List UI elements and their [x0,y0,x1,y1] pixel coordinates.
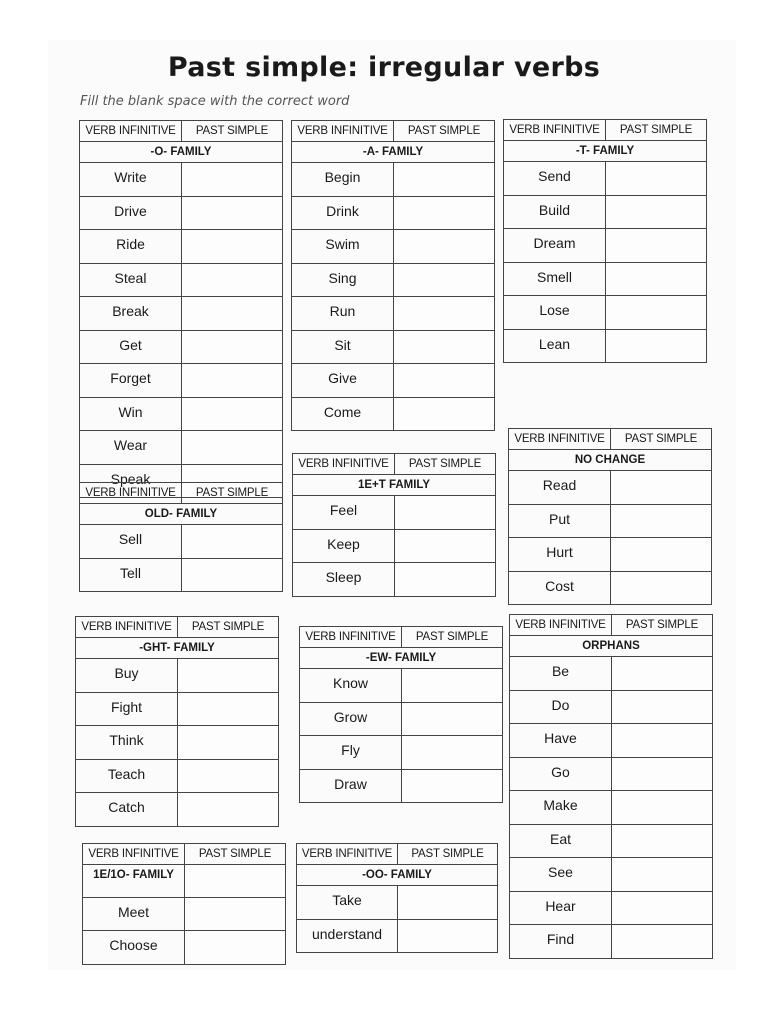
table-row [292,230,495,264]
past-simple-answer-cell[interactable] [612,724,713,758]
verb-infinitive-cell: Put [509,504,611,538]
past-simple-answer-cell[interactable] [178,759,279,793]
table-row [293,529,496,563]
past-simple-answer-cell[interactable] [182,330,283,364]
past-simple-answer-cell[interactable] [182,364,283,398]
verb-infinitive-cell: Swim [292,230,394,264]
past-simple-answer-cell[interactable] [182,163,283,197]
verb-table-a-family [291,120,495,431]
instructions: Fill the blank space with the correct word [80,94,350,109]
verb-infinitive-cell: Run [292,297,394,331]
verb-infinitive-cell: Teach [76,759,178,793]
verb-infinitive-cell: Send [504,162,606,196]
verb-infinitive-header: VERB INFINITIVE [83,844,185,865]
past-simple-answer-cell[interactable] [612,657,713,691]
past-simple-answer-cell[interactable] [402,769,503,803]
family-label: -OO- FAMILY [297,865,498,886]
verb-infinitive-cell: Do [510,690,612,724]
past-simple-answer-cell[interactable] [394,230,495,264]
family-label: -EW- FAMILY [300,648,503,669]
verb-infinitive-cell: Sit [292,330,394,364]
past-simple-answer-cell[interactable] [612,690,713,724]
verb-infinitive-cell: Have [510,724,612,758]
past-simple-answer-cell[interactable] [398,886,498,920]
past-simple-answer-cell[interactable] [182,431,283,465]
family-label: NO CHANGE [509,450,712,471]
verb-infinitive-cell: Wear [80,431,182,465]
verb-infinitive-cell: Smell [504,262,606,296]
verb-table-1e-t-family [292,453,496,597]
family-label: 1E/1O- FAMILY [83,865,185,898]
past-simple-answer-cell[interactable] [398,919,498,953]
table-row [510,891,713,925]
past-simple-header: PAST SIMPLE [394,121,495,142]
family-label: -O- FAMILY [80,142,283,163]
verb-infinitive-cell: Hurt [509,538,611,572]
verb-infinitive-cell: Draw [300,769,402,803]
table-row [510,858,713,892]
verb-infinitive-cell: Drive [80,196,182,230]
past-simple-header: PAST SIMPLE [185,844,286,865]
past-simple-answer-cell[interactable] [611,571,712,605]
verb-infinitive-header: VERB INFINITIVE [293,454,395,475]
table-row [80,297,283,331]
past-simple-answer-cell[interactable] [612,891,713,925]
table-row [509,471,712,505]
past-simple-header: PAST SIMPLE [182,483,283,504]
table-row [504,195,707,229]
past-simple-answer-cell[interactable] [611,504,712,538]
past-simple-header: PAST SIMPLE [611,429,712,450]
past-simple-answer-cell[interactable] [395,563,496,597]
verb-infinitive-cell: Give [292,364,394,398]
table-row [292,163,495,197]
past-simple-answer-cell[interactable] [182,558,283,592]
verb-table-ew-family [299,626,503,803]
past-simple-answer-cell[interactable] [612,824,713,858]
table-row [504,329,707,363]
table-row [292,196,495,230]
past-simple-answer-cell[interactable] [612,757,713,791]
table-row [504,262,707,296]
past-simple-header: PAST SIMPLE [402,627,503,648]
verb-infinitive-cell: Dream [504,229,606,263]
past-simple-answer-cell[interactable] [182,196,283,230]
past-simple-answer-cell[interactable] [606,262,707,296]
verb-infinitive-cell: Hear [510,891,612,925]
answer-cell[interactable] [185,865,286,898]
past-simple-header: PAST SIMPLE [398,844,498,865]
verb-infinitive-cell: See [510,858,612,892]
verb-infinitive-header: VERB INFINITIVE [510,615,612,636]
table-row [510,690,713,724]
past-simple-answer-cell[interactable] [182,263,283,297]
table-row [509,538,712,572]
past-simple-answer-cell[interactable] [395,496,496,530]
table-row [300,669,503,703]
verb-infinitive-cell: Ride [80,230,182,264]
past-simple-answer-cell[interactable] [612,858,713,892]
verb-infinitive-header: VERB INFINITIVE [80,121,182,142]
table-row [300,769,503,803]
verb-infinitive-cell: Know [300,669,402,703]
verb-infinitive-cell: Speak [80,464,182,498]
table-row [297,919,498,953]
verb-infinitive-cell: Steal [80,263,182,297]
family-label: -A- FAMILY [292,142,495,163]
table-row [80,263,283,297]
past-simple-answer-cell[interactable] [182,525,283,559]
past-simple-answer-cell[interactable] [611,471,712,505]
table-row [293,563,496,597]
table-row [80,525,283,559]
table-row [76,793,279,827]
table-row [510,791,713,825]
verb-infinitive-cell: Choose [83,931,185,965]
table-row [510,925,713,959]
verb-table-old-family [79,482,283,592]
verb-infinitive-cell: Be [510,657,612,691]
verb-infinitive-cell: Go [510,757,612,791]
verb-table-orphans [509,614,713,959]
verb-infinitive-cell: Sing [292,263,394,297]
verb-infinitive-cell: Tell [80,558,182,592]
verb-infinitive-cell: Find [510,925,612,959]
past-simple-answer-cell[interactable] [402,736,503,770]
table-row [76,726,279,760]
past-simple-answer-cell[interactable] [606,195,707,229]
verb-infinitive-cell: Keep [293,529,395,563]
table-row [80,196,283,230]
verb-table-no-change [508,428,712,605]
verb-infinitive-header: VERB INFINITIVE [509,429,611,450]
table-row [300,736,503,770]
verb-table-oo-family [296,843,498,953]
verb-infinitive-cell: Get [80,330,182,364]
family-label: -GHT- FAMILY [76,638,279,659]
past-simple-answer-cell[interactable] [606,296,707,330]
verb-infinitive-cell: Catch [76,793,178,827]
table-row [300,702,503,736]
verb-infinitive-cell: Make [510,791,612,825]
table-row [297,886,498,920]
past-simple-answer-cell[interactable] [394,196,495,230]
verb-infinitive-cell: Read [509,471,611,505]
verb-infinitive-cell: Come [292,397,394,431]
verb-table-1e-1o-family [82,843,286,965]
table-row [76,759,279,793]
past-simple-answer-cell[interactable] [182,230,283,264]
past-simple-answer-cell[interactable] [394,163,495,197]
table-row [80,558,283,592]
verb-infinitive-cell: Fight [76,692,178,726]
verb-infinitive-cell: Eat [510,824,612,858]
table-row [509,504,712,538]
family-label: -T- FAMILY [504,141,707,162]
past-simple-answer-cell[interactable] [178,793,279,827]
verb-infinitive-cell: Grow [300,702,402,736]
past-simple-answer-cell[interactable] [395,529,496,563]
verb-infinitive-cell: Fly [300,736,402,770]
verb-infinitive-cell: Sleep [293,563,395,597]
family-label: 1E+T FAMILY [293,475,496,496]
past-simple-answer-cell[interactable] [394,297,495,331]
table-row [510,724,713,758]
verb-infinitive-cell: Forget [80,364,182,398]
table-row [504,229,707,263]
past-simple-answer-cell[interactable] [185,897,286,931]
verb-infinitive-header: VERB INFINITIVE [297,844,398,865]
table-row [80,397,283,431]
past-simple-answer-cell[interactable] [178,659,279,693]
verb-infinitive-cell: Take [297,886,398,920]
table-row [83,897,286,931]
verb-infinitive-cell: Drink [292,196,394,230]
table-row [504,162,707,196]
table-row [292,297,495,331]
verb-infinitive-cell: understand [297,919,398,953]
past-simple-answer-cell[interactable] [606,329,707,363]
past-simple-answer-cell[interactable] [402,669,503,703]
verb-infinitive-cell: Lose [504,296,606,330]
verb-infinitive-cell: Build [504,195,606,229]
table-row [76,692,279,726]
verb-infinitive-header: VERB INFINITIVE [504,120,606,141]
past-simple-answer-cell[interactable] [611,538,712,572]
table-row [83,931,286,965]
verb-table-t-family [503,119,707,363]
verb-infinitive-cell: Feel [293,496,395,530]
verb-infinitive-cell: Sell [80,525,182,559]
past-simple-header: PAST SIMPLE [395,454,496,475]
past-simple-answer-cell[interactable] [182,397,283,431]
past-simple-answer-cell[interactable] [402,702,503,736]
verb-infinitive-header: VERB INFINITIVE [300,627,402,648]
verb-infinitive-cell: Break [80,297,182,331]
past-simple-header: PAST SIMPLE [612,615,713,636]
past-simple-answer-cell[interactable] [182,297,283,331]
past-simple-answer-cell[interactable] [394,364,495,398]
table-row [292,263,495,297]
table-row [504,296,707,330]
verb-infinitive-cell: Meet [83,897,185,931]
table-row [292,330,495,364]
verb-infinitive-header: VERB INFINITIVE [76,617,178,638]
family-label: ORPHANS [510,636,713,657]
past-simple-header: PAST SIMPLE [178,617,279,638]
table-row [510,657,713,691]
past-simple-answer-cell[interactable] [178,726,279,760]
table-row [510,757,713,791]
table-row [292,364,495,398]
past-simple-answer-cell[interactable] [394,330,495,364]
verb-infinitive-header: VERB INFINITIVE [80,483,182,504]
past-simple-answer-cell[interactable] [178,692,279,726]
past-simple-answer-cell[interactable] [394,397,495,431]
page-title: Past simple: irregular verbs [167,52,601,83]
past-simple-answer-cell[interactable] [612,925,713,959]
verb-infinitive-cell: Think [76,726,178,760]
past-simple-answer-cell[interactable] [612,791,713,825]
verb-infinitive-cell: Begin [292,163,394,197]
table-row [293,496,496,530]
past-simple-answer-cell[interactable] [394,263,495,297]
verb-infinitive-cell: Cost [509,571,611,605]
table-row [509,571,712,605]
verb-infinitive-header: VERB INFINITIVE [292,121,394,142]
table-row [80,230,283,264]
verb-table-ght-family [75,616,279,827]
past-simple-answer-cell[interactable] [185,931,286,965]
table-row [80,364,283,398]
table-row [80,163,283,197]
table-row [80,330,283,364]
table-row [510,824,713,858]
table-row [292,397,495,431]
verb-infinitive-cell: Win [80,397,182,431]
past-simple-answer-cell[interactable] [606,229,707,263]
verb-infinitive-cell: Write [80,163,182,197]
verb-infinitive-cell: Lean [504,329,606,363]
verb-table-o-family [79,120,283,498]
past-simple-header: PAST SIMPLE [182,121,283,142]
family-label: OLD- FAMILY [80,504,283,525]
table-row [76,659,279,693]
past-simple-header: PAST SIMPLE [606,120,707,141]
verb-infinitive-cell: Buy [76,659,178,693]
table-row [80,431,283,465]
past-simple-answer-cell[interactable] [606,162,707,196]
